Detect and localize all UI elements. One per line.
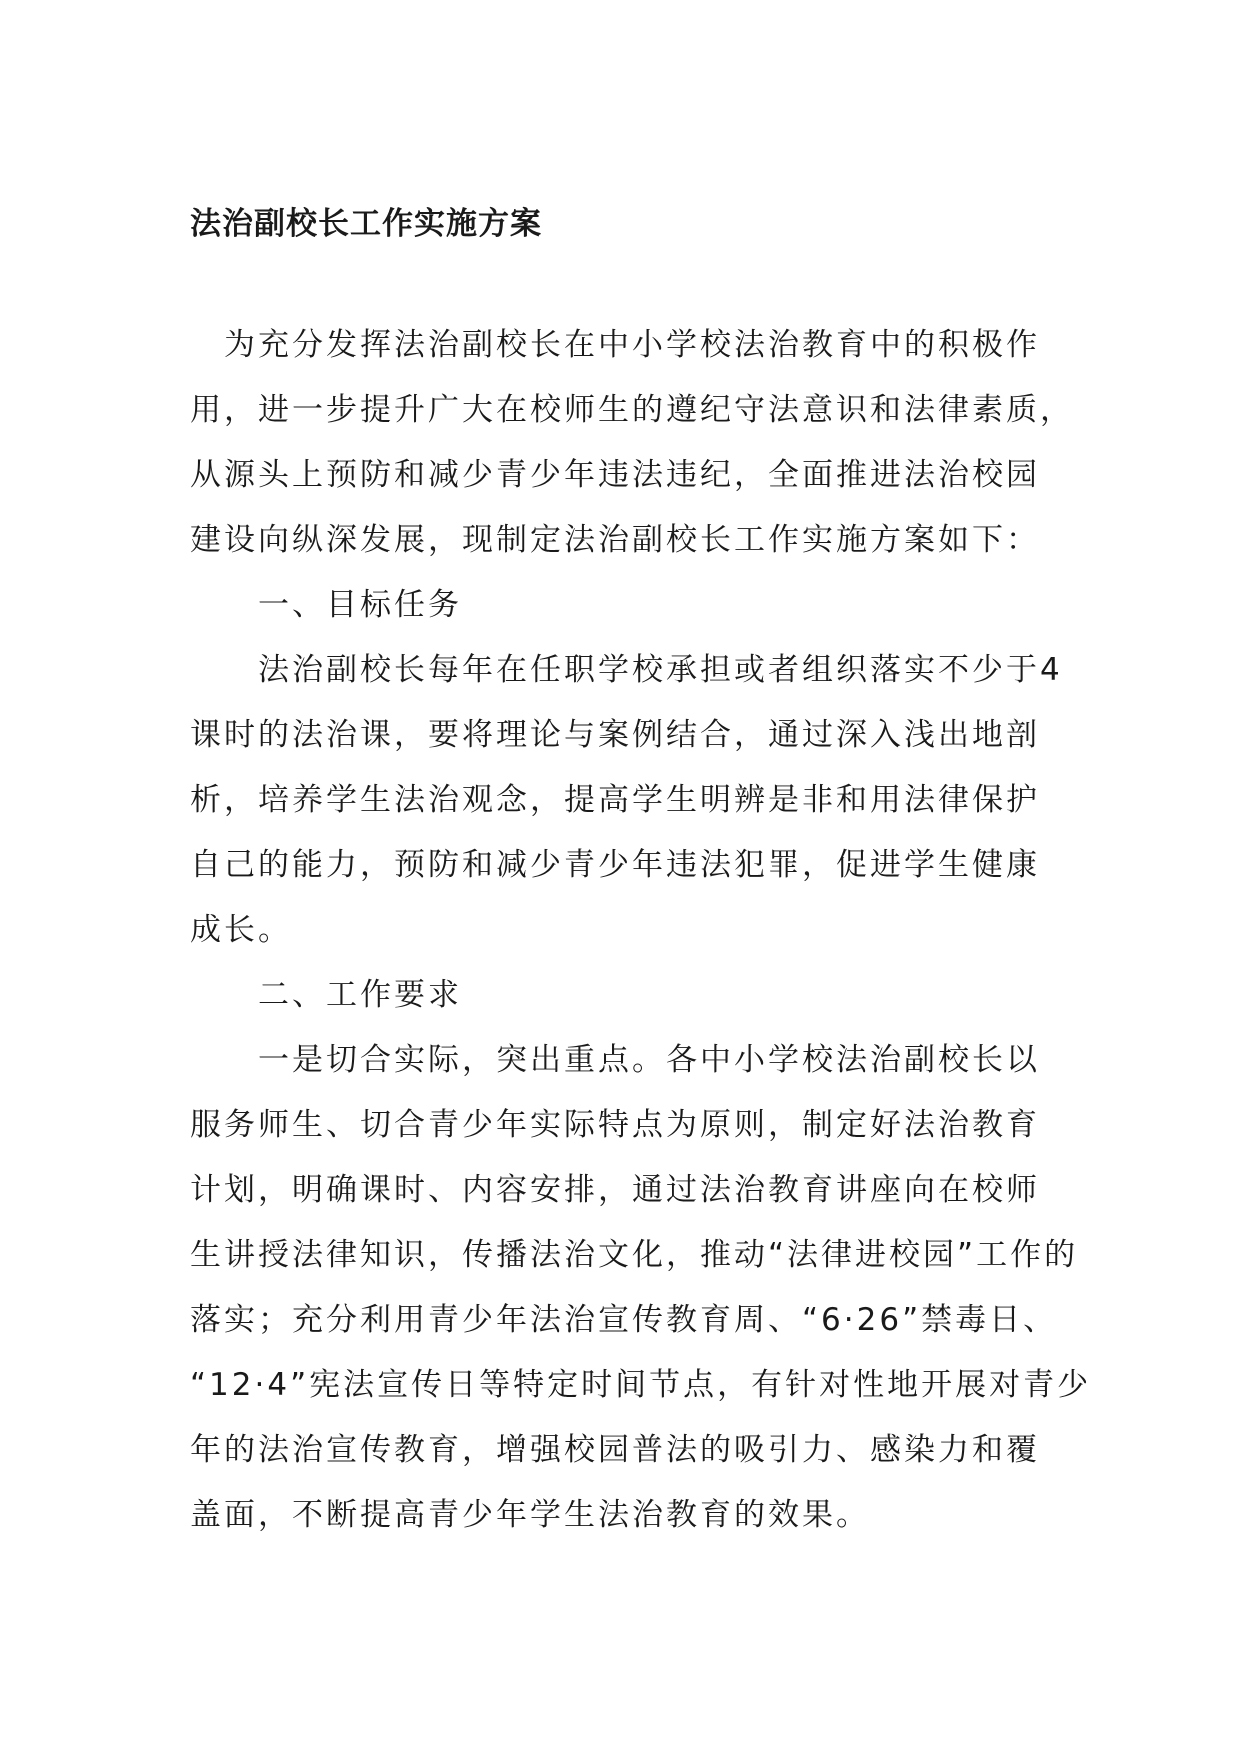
paragraph-line: 成长。 [190, 912, 292, 948]
paragraph-line: 为充分发挥法治副校长在中小学校法治教育中的积极作 [190, 327, 1040, 363]
paragraph-line: 计划，明确课时、内容安排，通过法治教育讲座向在校师 [190, 1172, 1040, 1208]
paragraph-line: 从源头上预防和减少青少年违法违纪，全面推进法治校园 [190, 457, 1040, 493]
paragraph-line: 生讲授法律知识，传播法治文化，推动“法律进校园”工作的 [190, 1237, 1079, 1273]
paragraph-line: 建设向纵深发展，现制定法治副校长工作实施方案如下： [190, 522, 1040, 558]
paragraph-line: 年的法治宣传教育，增强校园普法的吸引力、感染力和覆 [190, 1432, 1040, 1468]
paragraph-line: 一是切合实际，突出重点。各中小学校法治副校长以 [190, 1042, 1040, 1078]
section-heading: 二、工作要求 [190, 977, 462, 1013]
paragraph-line: 析，培养学生法治观念，提高学生明辨是非和用法律保护 [190, 782, 1040, 818]
paragraph-line: “12·4”宪法宣传日等特定时间节点，有针对性地开展对青少 [190, 1367, 1092, 1403]
section-heading: 一、目标任务 [190, 587, 462, 623]
paragraph-line: 服务师生、切合青少年实际特点为原则，制定好法治教育 [190, 1107, 1040, 1143]
paragraph-line: 用，进一步提升广大在校师生的遵纪守法意识和法律素质， [190, 392, 1074, 428]
paragraph-line: 落实；充分利用青少年法治宣传教育周、“6·26”禁毒日、 [190, 1302, 1058, 1338]
paragraph-line: 课时的法治课，要将理论与案例结合，通过深入浅出地剖 [190, 717, 1040, 753]
paragraph-line: 自己的能力，预防和减少青少年违法犯罪，促进学生健康 [190, 847, 1040, 883]
paragraph-line: 法治副校长每年在任职学校承担或者组织落实不少于4 [190, 652, 1063, 688]
paragraph-line: 盖面，不断提高青少年学生法治教育的效果。 [190, 1497, 870, 1533]
document-title: 法治副校长工作实施方案 [190, 206, 542, 242]
